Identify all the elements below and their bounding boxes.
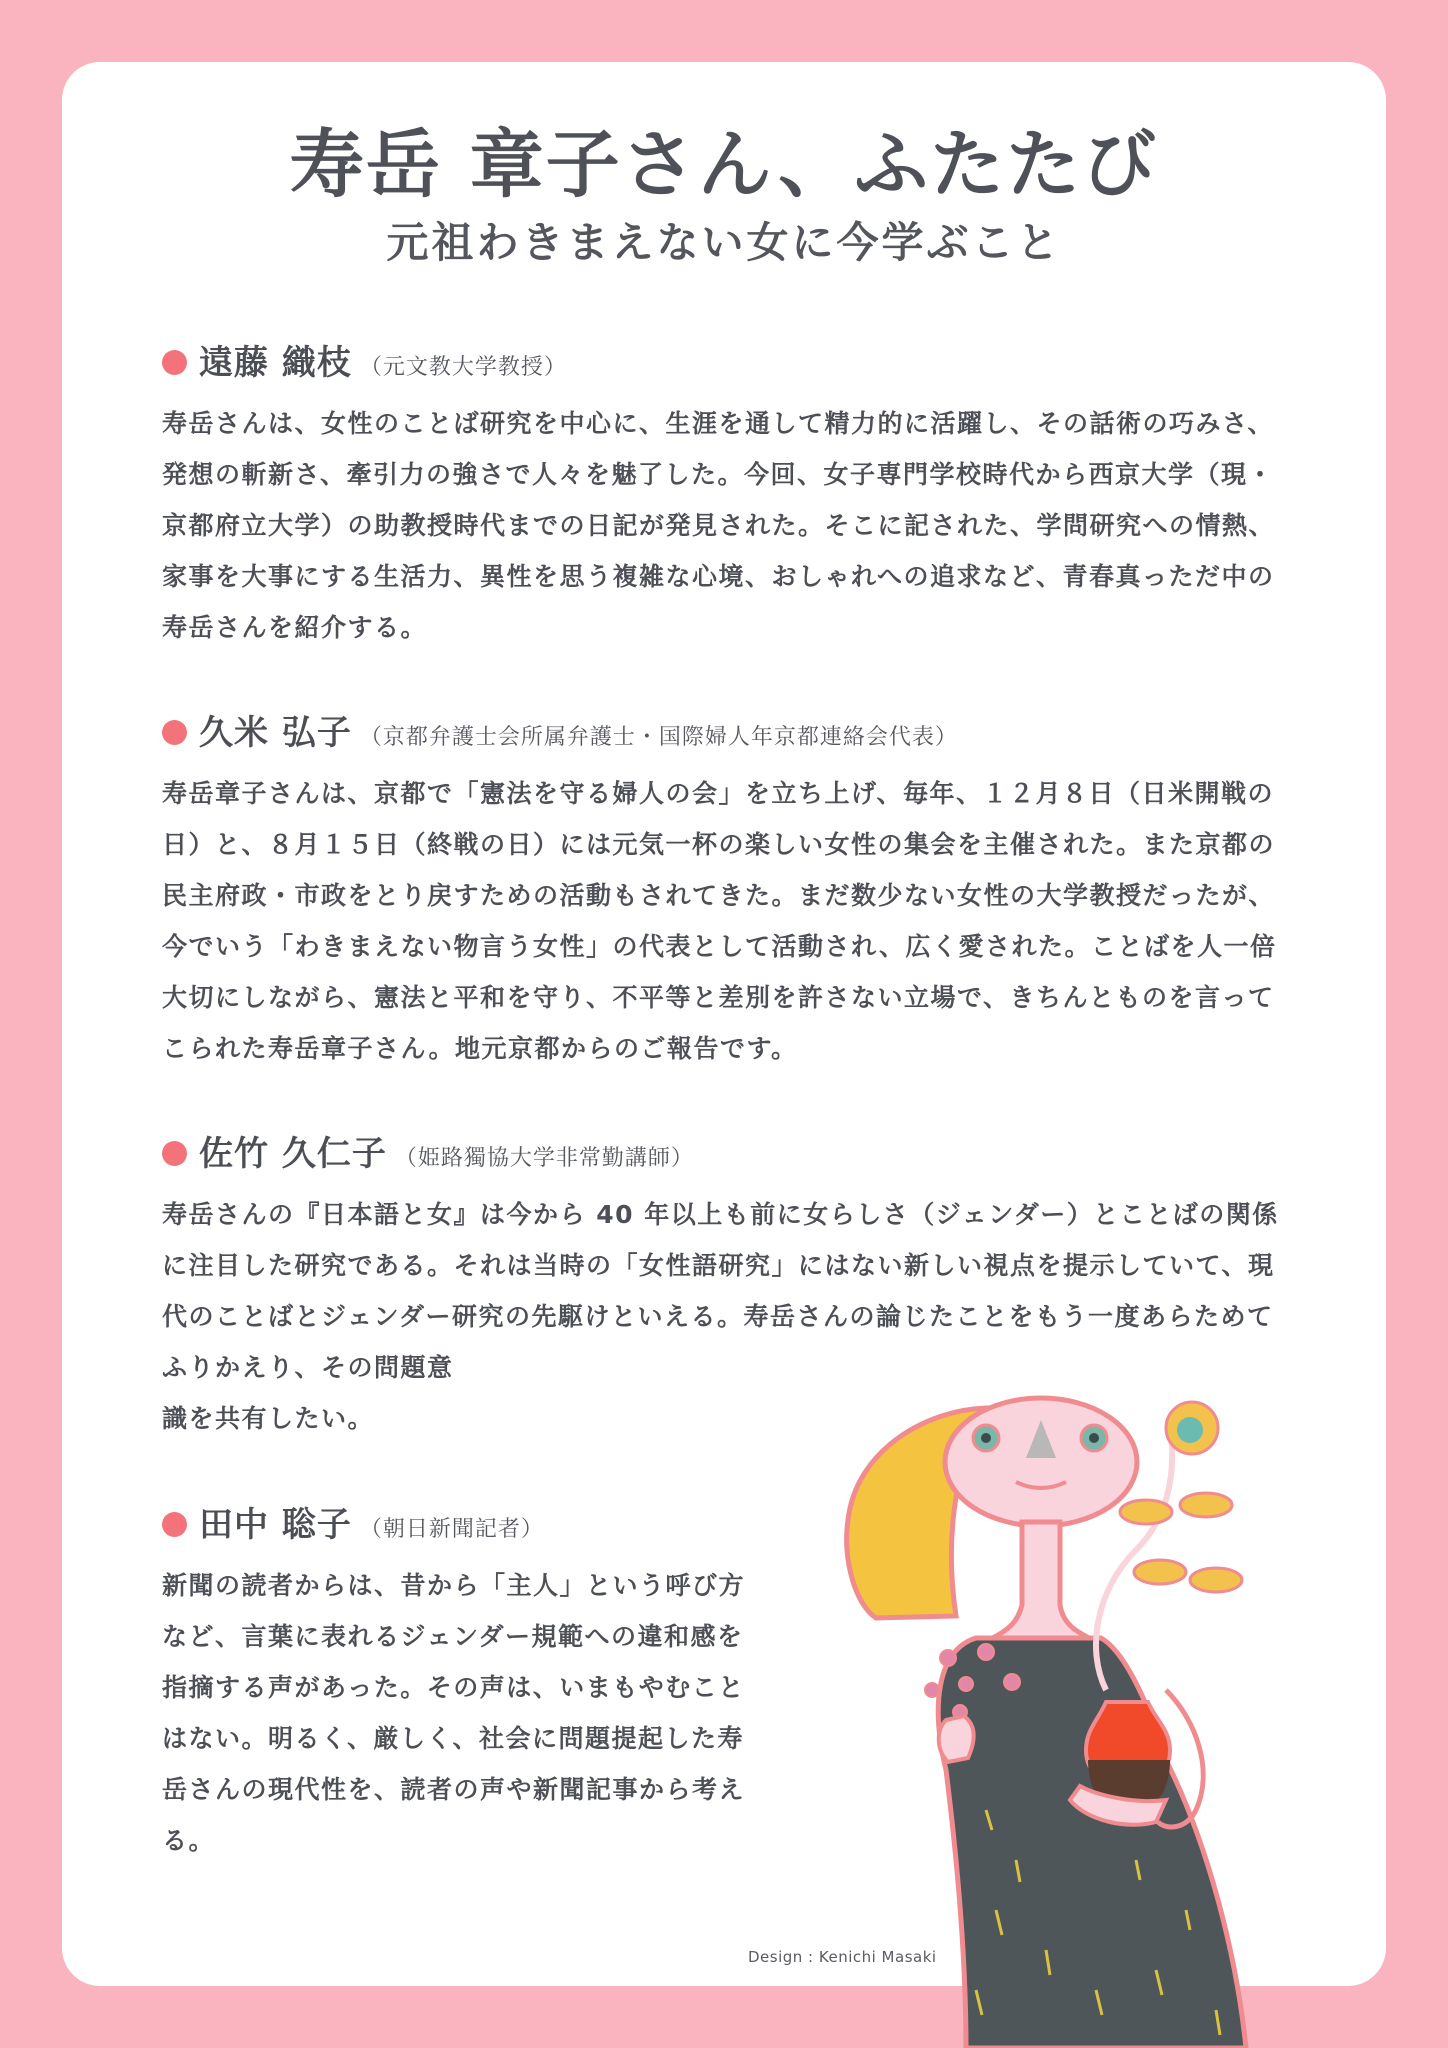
bullet-dot-icon <box>162 720 187 745</box>
flower-center-shape <box>1177 1417 1203 1443</box>
speaker-description: 寿岳さんは、女性のことば研究を中心に、生涯を通して精力的に活躍し、その話術の巧みさ、発想の斬新さ、牽引力の強さで人々を魅了した。今回、女子専門学校時代から西京大学（現・京都府立大学）の助教授時代までの日記が発見された。そこに記された、学問研究への情熱、家事を大事にする生活力、異性を思う複雑な心境、おしゃれへの追求など、青春真っただ中の寿岳さんを紹介する。 <box>162 409 1276 642</box>
bullet-dot-icon <box>162 350 187 375</box>
speaker-affiliation: （朝日新聞記者） <box>359 1517 544 1542</box>
speaker-heading <box>162 343 1286 383</box>
neck-shape <box>986 1522 1096 1642</box>
speaker-section-kume <box>162 713 1286 1074</box>
speaker-affiliation: （京都弁護士会所属弁護士・国際婦人年京都連絡会代表） <box>359 725 958 750</box>
speaker-name: 久米 弘子 <box>199 713 352 753</box>
bullet-dot-icon <box>162 1141 187 1166</box>
leaf-shape <box>1180 1493 1232 1517</box>
bullet-dot-icon <box>162 1512 187 1537</box>
left-hand-shape <box>939 1716 974 1762</box>
speaker-description: 寿岳章子さんは、京都で「憲法を守る婦人の会」を立ち上げ、毎年、１２月８日（日米開戦の日）と、８月１５日（終戦の日）には元気一杯の楽しい女性の集会を主催された。また京都の民主府政・市政をとり戻すための活動もされてきた。まだ数少ない女性の大学教授だったが、今でいう「わきまえない物言う女性」の代表として活動され、広く愛された。ことばを人一倍大切にしながら、憲法と平和を守り、不平等と差別を許さない立場で、きちんとものを言ってこられた寿岳章子さん。地元京都からのご報告です。 <box>162 779 1277 1063</box>
speaker-name: 遠藤 織枝 <box>199 343 352 383</box>
speaker-heading <box>162 713 1286 753</box>
speaker-description-tail: 識を共有したい。 <box>162 1404 375 1433</box>
dress-shape <box>938 1638 1246 2048</box>
leaf-shape <box>1190 1568 1242 1592</box>
speaker-description: 新聞の読者からは、昔から「主人」という呼び方など、言葉に表れるジェンダー規範への違和感を指摘する声があった。その声は、いまもやむことはない。明るく、厳しく、社会に問題提起した寿岳さんの現代性を、読者の声や新聞記事から考える。 <box>162 1571 746 1855</box>
design-credit: Design : Kenichi Masaki <box>748 1948 937 1966</box>
speaker-name: 佐竹 久仁子 <box>199 1134 387 1174</box>
page-title: 寿岳 章子さん、ふたたび <box>289 122 1159 208</box>
speaker-section-tanaka <box>162 1505 752 1866</box>
speaker-affiliation: （姫路獨協大学非常勤講師） <box>394 1146 694 1171</box>
speaker-description-main: 寿岳さんの『日本語と女』は今から 40 年以上も前に女らしさ（ジェンダー）とことばの関係に注目した研究である。それは当時の「女性語研究」にはない新しい視点を提示していて、現代のことばとジェンダー研究の先駆けといえる。寿岳さんの論じたことをもう一度あらためてふりかえり、その問題意 <box>162 1200 1279 1382</box>
speaker-name: 田中 聡子 <box>199 1505 352 1545</box>
left-pupil-shape <box>981 1433 991 1443</box>
speaker-affiliation: （元文教大学教授） <box>359 355 567 380</box>
leaf-shape <box>1120 1500 1172 1524</box>
right-pupil-shape <box>1089 1433 1099 1443</box>
leaf-shape <box>1134 1560 1186 1584</box>
speaker-heading <box>162 1134 1286 1174</box>
speaker-section-endo <box>162 343 1286 653</box>
face-shape <box>945 1398 1137 1526</box>
page-subtitle: 元祖わきまえない女に今学ぶこと <box>386 218 1062 267</box>
speaker-heading <box>162 1505 752 1545</box>
